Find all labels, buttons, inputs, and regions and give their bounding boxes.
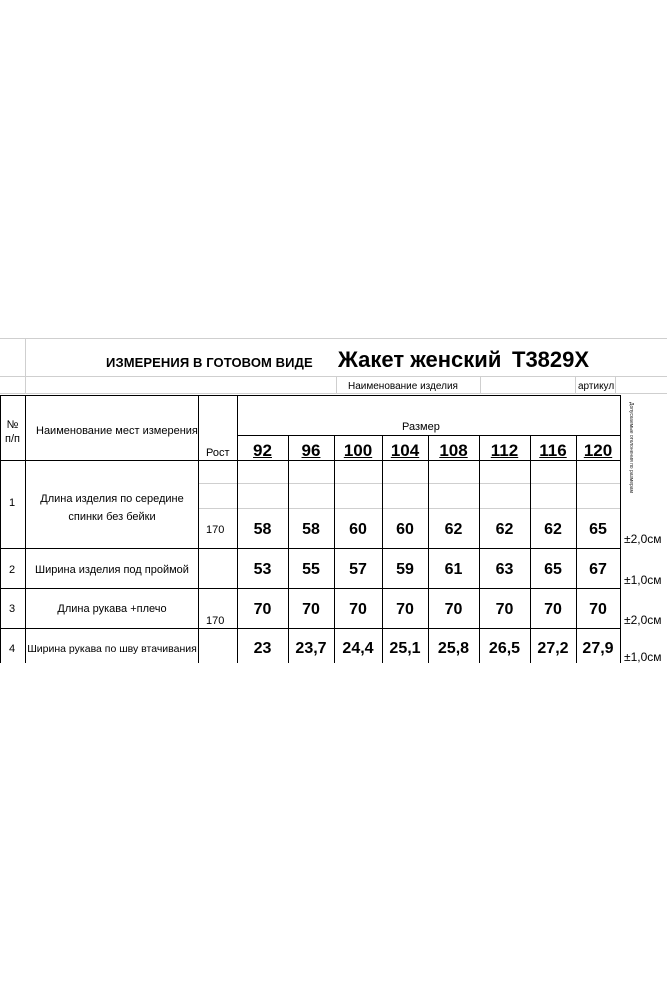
table-border (620, 395, 621, 663)
row-3-value: 70 (302, 601, 320, 618)
row-1-value: 58 (253, 521, 272, 538)
grid-line (0, 393, 667, 394)
number-abbrev: п/п (5, 433, 20, 445)
table-border (0, 460, 621, 461)
table-border (25, 395, 26, 663)
row-3-value: 70 (253, 601, 272, 618)
row-4-value: 23,7 (295, 640, 327, 657)
row-3-value: 70 (544, 601, 562, 618)
row-2-value: 57 (349, 561, 367, 578)
row-3-value: 70 (396, 601, 414, 618)
table-border (334, 435, 335, 663)
row-4-name: Ширина рукава по шву втачивания (27, 643, 197, 655)
row-4-value: 27,9 (582, 640, 614, 657)
size-104: 104 (390, 441, 420, 460)
row-3-height: 170 (206, 615, 225, 627)
row-1-number: 1 (9, 497, 16, 509)
row-4-number: 4 (9, 643, 16, 655)
table-border (237, 435, 621, 436)
grid-line (336, 376, 337, 393)
row-4-value: 25,8 (437, 640, 470, 657)
size-92: 92 (253, 441, 272, 460)
grid-line (198, 483, 621, 484)
row-2-name: Ширина изделия под проймой (35, 564, 189, 576)
article-label: артикул (578, 381, 615, 392)
size-120: 120 (583, 441, 613, 460)
row-2-value: 61 (444, 561, 463, 578)
row-3-value: 70 (349, 601, 367, 618)
sizes-header: Размер (402, 421, 440, 433)
row-3-name: Длина рукава +плечо (57, 603, 167, 615)
table-border (0, 548, 621, 549)
tolerance-header: Допускаемые отклонения по размерам (628, 402, 634, 493)
size-96: 96 (301, 441, 321, 460)
table-border (198, 395, 199, 663)
row-2-value: 53 (253, 561, 272, 578)
table-border (0, 395, 621, 396)
size-100: 100 (343, 441, 373, 460)
row-4-value: 27,2 (537, 640, 569, 657)
row-3-value: 70 (589, 601, 607, 618)
table-border (288, 435, 289, 663)
grid-line (0, 376, 667, 377)
table-border (576, 435, 577, 663)
size-108: 108 (439, 441, 468, 460)
row-1-name-line1: Длина изделия по середине (40, 493, 184, 505)
table-border (0, 588, 621, 589)
size-116: 116 (539, 441, 567, 460)
grid-line (615, 376, 616, 393)
table-border (382, 435, 383, 663)
row-4-tolerance: ±1,0см (624, 650, 662, 664)
size-112: 112 (490, 441, 519, 460)
row-3-value: 70 (444, 601, 463, 618)
article-number: T3829X (512, 347, 590, 372)
table-border (428, 435, 429, 663)
row-4-value: 23 (253, 640, 272, 657)
row-3-tolerance: ±2,0см (624, 613, 662, 627)
row-1-value: 62 (544, 521, 562, 538)
row-1-tolerance: ±2,0см (624, 532, 662, 546)
row-2-value: 63 (495, 561, 514, 578)
grid-line (0, 338, 667, 339)
row-4-value: 24,4 (342, 640, 374, 657)
number-sign: № (6, 419, 19, 431)
row-2-value: 55 (302, 561, 320, 578)
measurement-sheet (0, 338, 667, 663)
product-name-label: Наименование изделия (348, 381, 458, 392)
table-border (479, 435, 480, 663)
column-number-header (0, 418, 25, 446)
row-3-value: 70 (495, 601, 514, 618)
column-name-header: Наименование мест измерения (36, 425, 198, 437)
row-1-name (26, 490, 198, 526)
row-2-tolerance: ±1,0см (624, 573, 662, 587)
row-4-value: 26,5 (488, 640, 521, 657)
row-2-value: 59 (396, 561, 414, 578)
row-1-value: 60 (396, 521, 414, 538)
row-3-number: 3 (9, 603, 16, 615)
row-2-number: 2 (9, 564, 16, 576)
column-height-header: Рост (206, 447, 230, 459)
row-2-value: 67 (589, 561, 607, 578)
product-name: Жакет женский (338, 347, 502, 372)
row-1-value: 60 (349, 521, 367, 538)
grid-line (480, 376, 481, 393)
row-1-value: 65 (589, 521, 607, 538)
grid-line (575, 376, 576, 393)
measurements-title: ИЗМЕРЕНИЯ В ГОТОВОМ ВИДЕ (106, 355, 313, 370)
grid-line (25, 338, 26, 393)
row-1-height: 170 (206, 524, 225, 536)
row-2-value: 65 (544, 561, 562, 578)
table-border (530, 435, 531, 663)
row-4-value: 25,1 (389, 640, 421, 657)
table-border (0, 628, 621, 629)
row-1-value: 62 (495, 521, 514, 538)
row-1-value: 58 (302, 521, 320, 538)
grid-line (198, 508, 621, 509)
row-1-value: 62 (444, 521, 463, 538)
row-1-name-line2: спинки без бейки (68, 511, 156, 523)
